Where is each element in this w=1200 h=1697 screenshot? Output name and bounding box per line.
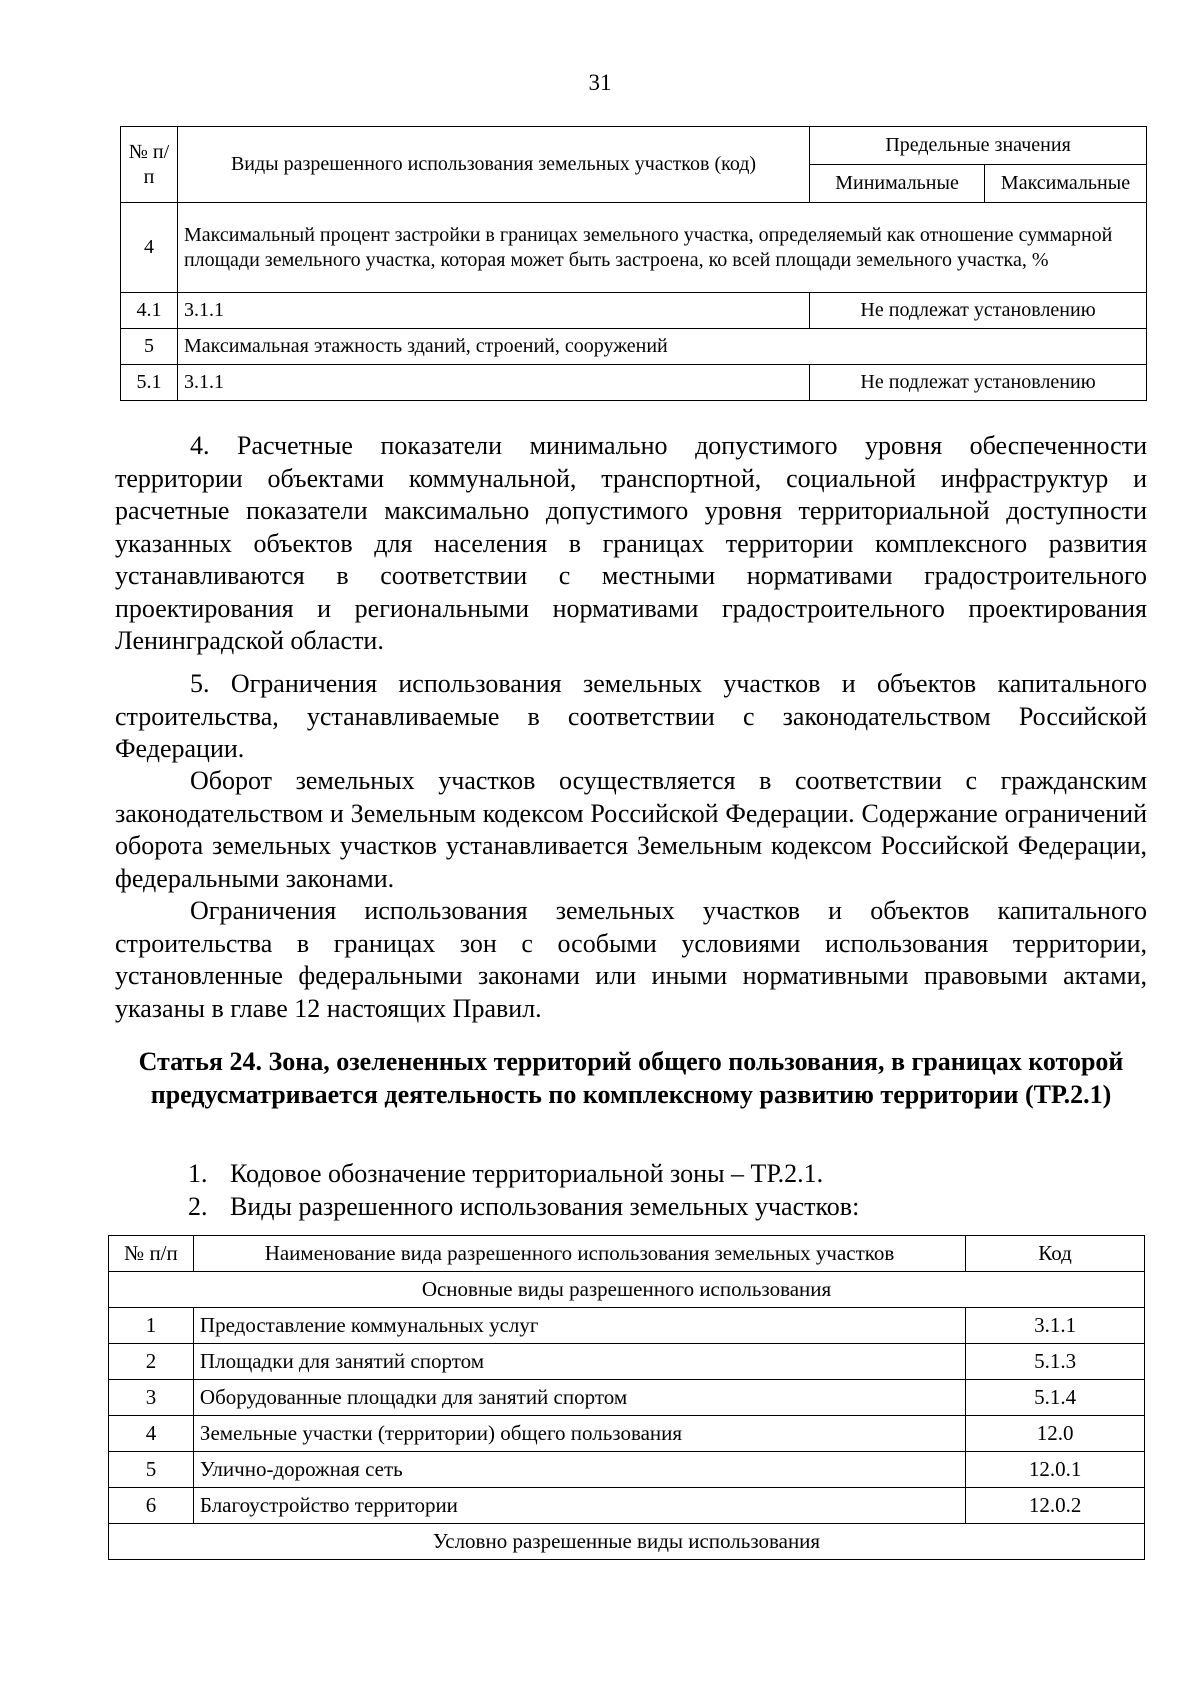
row-code: 3.1.1 (177, 365, 809, 401)
page-number: 31 (588, 70, 612, 95)
row-num: 4.1 (121, 293, 178, 329)
list-item-text: Кодовое обозначение территориальной зоны – ТР.2.1. (230, 1159, 824, 1188)
row-name: Благоустройство территории (193, 1488, 965, 1524)
header-code: Код (966, 1236, 1145, 1272)
row-code: 5.1.3 (966, 1344, 1145, 1380)
row-num: 6 (109, 1488, 194, 1524)
row-name: Предоставление коммунальных услуг (193, 1308, 965, 1344)
row-code: 12.0 (966, 1416, 1145, 1452)
row-code: 12.0.1 (966, 1452, 1145, 1488)
paragraph-4: 4. Расчетные показатели минимально допустимого уровня обеспеченности территории объектами коммунальной, транспортной, социальной инфраструктур и расчетные показатели максимально допустимого уровня территориальной доступности указанных объектов для населения в границах территории комплексного развития устанавливаются в соответствии с местными нормативами градостроительного проектирования и региональными нормативами градостроительного проектирования Ленинградской области. (115, 431, 1147, 655)
row-name: Улично-дорожная сеть (193, 1452, 965, 1488)
row-num: 5 (109, 1452, 194, 1488)
row-text: Максимальный процент застройки в границах земельного участка, определяемый как отношение суммарной площади земельного участка, которая может быть застроена, ко всей площади земельного участка, % (177, 203, 1146, 293)
table-row (109, 1488, 1145, 1524)
row-name: Оборудованные площадки для занятий спортом (193, 1380, 965, 1416)
table-row (109, 1344, 1145, 1380)
row-num: 1 (109, 1308, 194, 1344)
section-conditional: Условно разрешенные виды использования (109, 1524, 1145, 1560)
row-value: Не подлежат установлению (810, 365, 1147, 401)
row-name: Площадки для занятий спортом (193, 1344, 965, 1380)
header-name: Наименование вида разрешенного использования земельных участков (193, 1236, 965, 1272)
list-item-number: 2. (188, 1192, 208, 1221)
row-num: 2 (109, 1344, 194, 1380)
header-limits: Предельные значения (810, 127, 1147, 165)
row-code: 3.1.1 (177, 293, 809, 329)
paragraph-turnover: Оборот земельных участков осуществляется в соответствии с гражданским законодательством и Земельным кодексом Российской Федерации. Содержание ограничений оборота земельных участков устанавливается Земельным кодексом Российской Федерации, федеральными законами. (115, 766, 1147, 893)
row-code: 12.0.2 (966, 1488, 1145, 1524)
row-code: 3.1.1 (966, 1308, 1145, 1344)
article-heading: Статья 24. Зона, озелененных территорий общего пользования, в границах которой предусматривается деятельность по комплексному развитию территории (ТР.2.1) (138, 1047, 1124, 1109)
list-item (188, 1157, 823, 1190)
row-num: 4 (121, 203, 178, 293)
table-row (109, 1308, 1145, 1344)
paragraph-restrictions: Ограничения использования земельных участков и объектов капитального строительства в границах зон с особыми условиями использования территории, установленные федеральными законами или иными нормативными правовыми актами, указаны в главе 12 настоящих Правил. (115, 896, 1147, 1023)
row-value: Не подлежат установлению (810, 293, 1147, 329)
header-min: Минимальные (810, 165, 985, 203)
row-num: 5.1 (121, 365, 178, 401)
row-name: Земельные участки (территории) общего пользования (193, 1416, 965, 1452)
table-row (109, 1416, 1145, 1452)
row-code: 5.1.4 (966, 1380, 1145, 1416)
row-num: 5 (121, 329, 178, 365)
uses-table (108, 1235, 1145, 1560)
paragraph-5: 5. Ограничения использования земельных участков и объектов капитального строительства, устанавливаемые в соответствии с законодательством Российской Федерации. (115, 669, 1147, 763)
header-num: № п/п (109, 1236, 194, 1272)
row-num: 3 (109, 1380, 194, 1416)
header-max: Максимальные (985, 165, 1147, 203)
row-num: 4 (109, 1416, 194, 1452)
table-row (109, 1452, 1145, 1488)
header-num: № п/п (121, 127, 178, 203)
list-item-text: Виды разрешенного использования земельных участков: (230, 1192, 860, 1221)
section-main: Основные виды разрешенного использования (109, 1272, 1145, 1308)
list-item-number: 1. (188, 1159, 208, 1188)
table-row (109, 1380, 1145, 1416)
header-types: Виды разрешенного использования земельных участков (код) (177, 127, 809, 203)
row-text: Максимальная этажность зданий, строений, сооружений (177, 329, 1146, 365)
limits-table (120, 126, 1147, 401)
list-item (188, 1190, 859, 1223)
